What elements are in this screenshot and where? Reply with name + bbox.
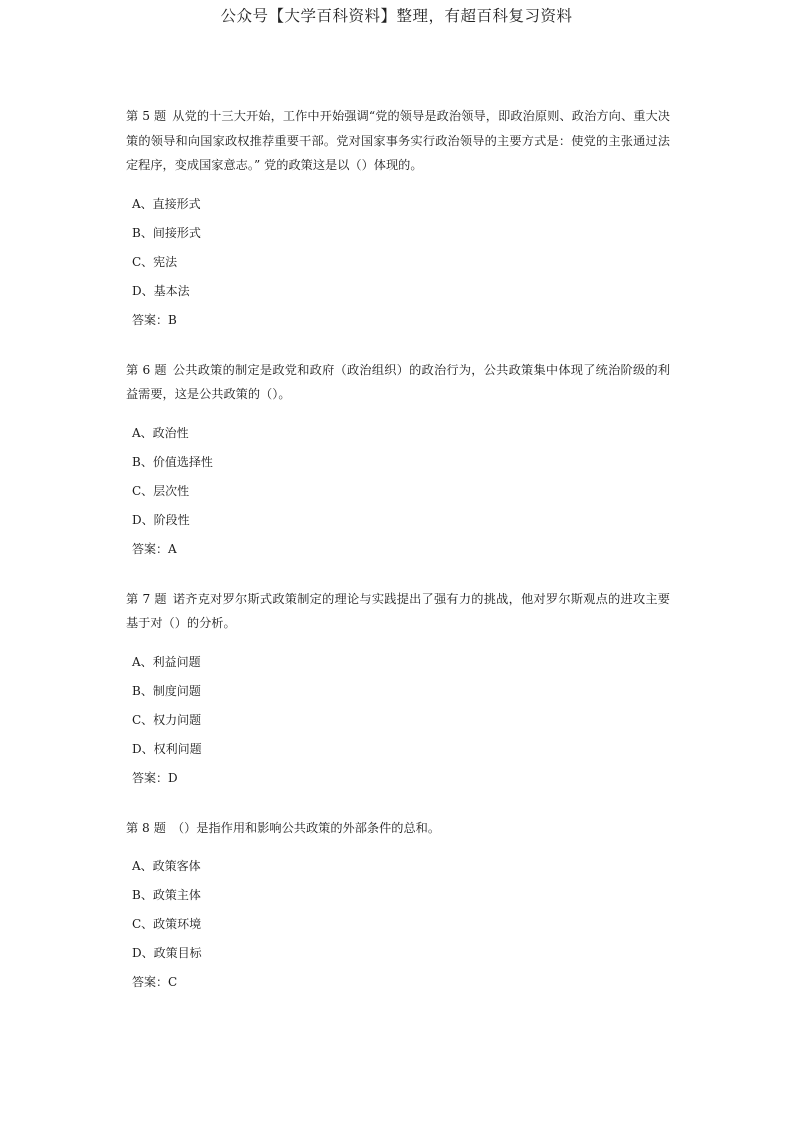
- answer: 答案：A: [132, 541, 177, 556]
- option-d: D、阶段性: [132, 512, 190, 527]
- question-8: [126, 816, 670, 991]
- option-c: C、层次性: [132, 483, 190, 498]
- answer: 答案：D: [132, 770, 178, 785]
- option-d: D、基本法: [132, 283, 190, 298]
- option-b: B、政策主体: [132, 888, 201, 902]
- question-number: 第 5 题: [126, 109, 167, 123]
- question-stem: [126, 816, 670, 841]
- option-a: A、直接形式: [132, 196, 201, 211]
- question-list: [126, 104, 670, 1020]
- question-stem: [126, 587, 670, 636]
- question-stem: [126, 104, 670, 178]
- question-5: [126, 104, 670, 328]
- option-b: B、制度问题: [132, 683, 201, 698]
- option-c: C、政策环境: [132, 917, 202, 931]
- question-number: 第 6 题: [126, 362, 167, 377]
- answer: 答案：B: [132, 312, 177, 327]
- question-text: 公共政策的制定是政党和政府（政治组织）的政治行为，公共政策集中体现了统治阶级的利益需要，这是公共政策的（）。: [126, 362, 670, 401]
- option-a: A、政策客体: [132, 859, 201, 873]
- question-text: 诺齐克对罗尔斯式政策制定的理论与实践提出了强有力的挑战，他对罗尔斯观点的进攻主要基于对（）的分析。: [126, 591, 670, 630]
- option-b: B、价值选择性: [132, 454, 213, 469]
- page-header: 公众号【大学百科资料】整理，有超百科复习资料: [220, 7, 573, 25]
- answer: 答案：C: [132, 975, 178, 989]
- question-number: 第 7 题: [126, 591, 167, 606]
- question-6: [126, 358, 670, 557]
- question-text: （）是指作用和影响公共政策的外部条件的总和。: [171, 820, 441, 835]
- option-c: C、宪法: [132, 254, 178, 269]
- option-c: C、权力问题: [132, 712, 202, 727]
- question-stem: [126, 358, 670, 407]
- question-number: 第 8 题: [126, 820, 166, 835]
- question-text: 从党的十三大开始，工作中开始强调“党的领导是政治领导，即政治原则、政治方向、重大决策的领导和向国家政权推荐重要干部。党对国家事务实行政治领导的主要方式是：使党的主张通过法定程序，变成国家意志。” 党的政策这是以（）体现的。: [126, 109, 670, 172]
- option-d: D、政策目标: [132, 946, 202, 960]
- option-a: A、利益问题: [132, 654, 201, 669]
- option-b: B、间接形式: [132, 225, 201, 240]
- option-a: A、政治性: [132, 425, 189, 440]
- question-7: [126, 587, 670, 786]
- option-d: D、权利问题: [132, 741, 202, 756]
